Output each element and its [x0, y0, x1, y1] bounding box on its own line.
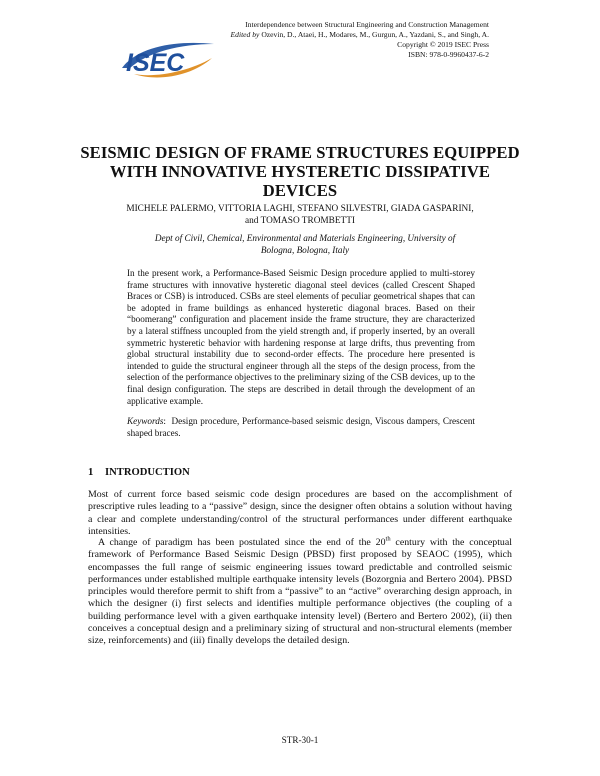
section-heading-introduction — [88, 467, 190, 478]
page-number: STR-30-1 — [281, 735, 319, 745]
intro-paragraph-2 — [88, 537, 512, 648]
copyright: Copyright © 2019 ISEC Press — [397, 40, 489, 49]
affiliation: Dept of Civil, Chemical, Environmental and Materials Engineering, University of Bologna, Bologna, Italy — [154, 233, 456, 255]
logo-text: ISEC — [126, 49, 185, 77]
paper-title: SEISMIC DESIGN OF FRAME STRUCTURES EQUIPPED WITH INNOVATIVE HYSTERETIC DISSIPATIVE DEVICES — [80, 143, 520, 200]
abstract: In the present work, a Performance-Based Seismic Design procedure applied to multi-storey frame structures with innovative hysteretic diagonal steel devices (called Crescent Shaped Braces or CSB) is introduced. CSBs are steel elements of peculiar geometrical shapes that can be adopted in frame buildings as enhanced hysteretic diagonal braces. Based on their “boomerang” configuration and placement inside the frame structure, they are characterized by a lateral stiffness uncoupled from the yield strength and, if properly inserted, by an overall symmetric hysteretic behavior with hardening response at large drifts, thus preventing from global structural instability due to second-order effects. The procedure here presented is intended to guide the structural engineer through all the steps of the design process, from the selection of the performance objectives to the preliminary sizing of the CSB devices, up to the final design configuration. The steps are described in detail through the development of an applicative example. — [127, 268, 475, 406]
keywords: Keywords: Design procedure, Performance-based seismic design, Viscous dampers, Crescent shaped braces. — [127, 416, 475, 438]
section-title: INTRODUCTION — [105, 467, 190, 478]
authors-line-1: MICHELE PALERMO, VITTORIA LAGHI, STEFANO SILVESTRI, GIADA GASPARINI, — [126, 204, 474, 214]
editors-line — [149, 30, 489, 40]
keywords-list: Design procedure, Performance-based seismic design, Viscous dampers, Crescent shaped braces. — [127, 416, 475, 438]
superscript-th: th — [385, 535, 391, 543]
edited-by-label: Edited by — [230, 30, 260, 39]
section-number: 1 — [88, 467, 94, 478]
paragraph2-start: A change of paradigm has been postulated since the end of the 20 — [98, 537, 386, 548]
authors — [90, 204, 510, 227]
intro-paragraph-1: Most of current force based seismic code design procedures are based on the accomplishment of prescriptive rules leading to a “passive” design, since the designer often obtains a solution without having a clear and complete understanding/control of the structural performances under different earthquake intensities. — [88, 489, 512, 537]
authors-line-2: and TOMASO TROMBETTI — [244, 215, 356, 226]
editors: Ozevin, D., Ataei, H., Modares, M., Gurgun, A., Yazdani, S., and Singh, A. — [261, 30, 489, 39]
isbn: ISBN: 978-0-9960437-6-2 — [408, 50, 489, 59]
publication-info — [149, 20, 489, 60]
book-title: Interdependence between Structural Engineering and Construction Management — [245, 20, 489, 29]
paragraph2-rest: century with the conceptual framework of Performance Based Seismic Design (PBSD) first proposed by SEAOC (1995), which encompasses the full range of seismic engineering issues toward predictable and controlled seismic performances under established multiple earthquake intensity levels (Bozorgnia and Bertero 2004). PBSD principles would therefore permit to shift from a “passive” to an “active” overarching design approach, in which the designer (i) first selects and identifies multiple performance objectives (the coupling of a building performance level with a given earthquake intensity level) (Bertero and Bertero 2002), (ii) then conceives a conceptual design and a preliminary sizing of structural and non-structural elements (member size, reinforcements) and (iii) finally develops the detailed design. — [88, 537, 512, 647]
keywords-label: Keywords — [127, 416, 164, 426]
